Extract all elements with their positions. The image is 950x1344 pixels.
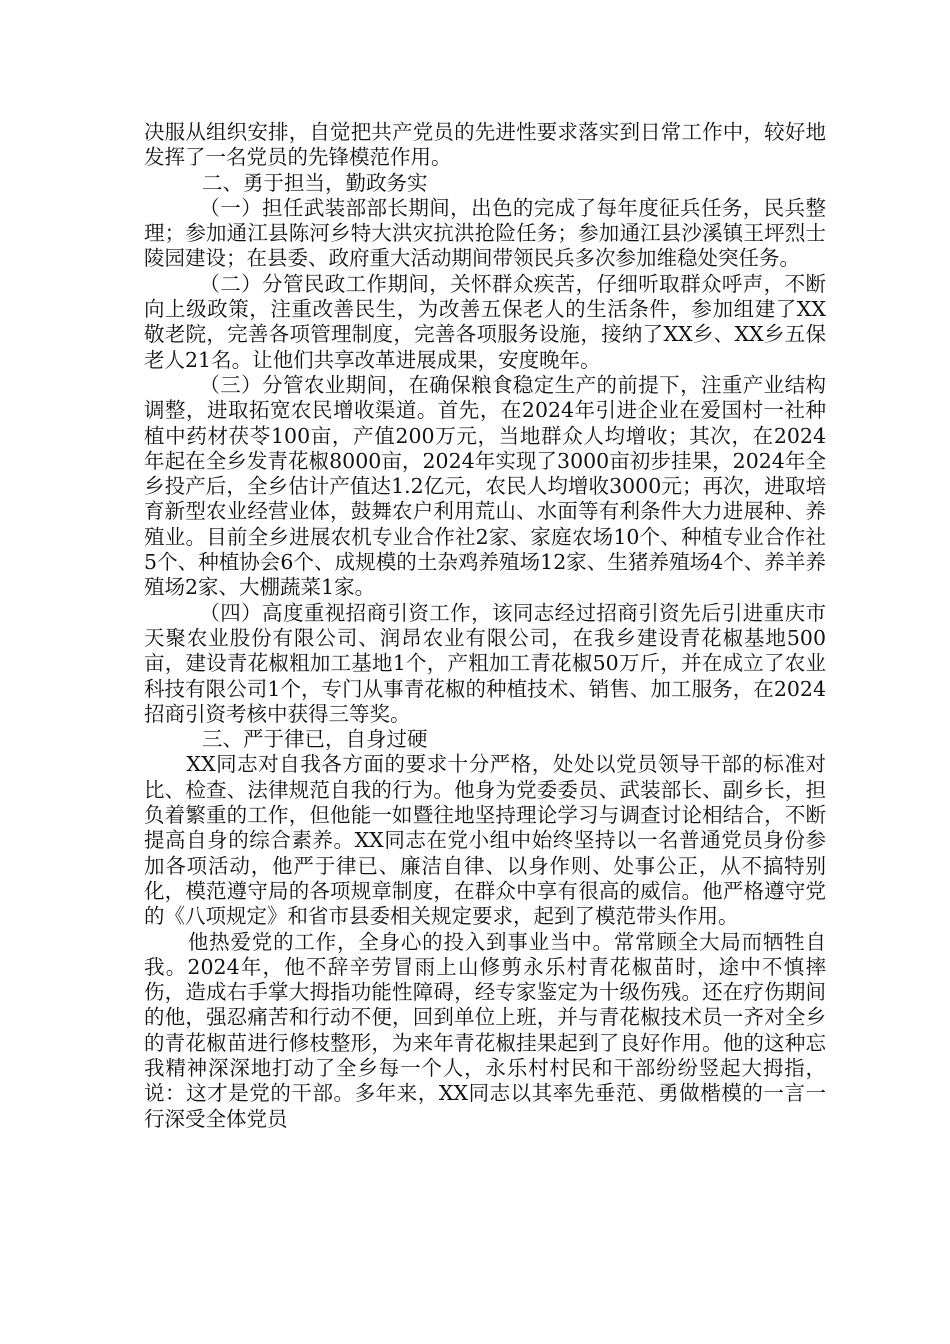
paragraph-dedication: 他热爱党的工作，全身心的投入到事业当中。常常顾全大局而牺牲自我。2024年，他不辞辛劳冒雨上山修剪永乐村青花椒苗时，途中不慎摔伤，造成右手掌大拇指功能性障碍，经专家鉴定为十级伤残。还在疗伤期间的他，强忍痛苦和行动不便，回到单位上班，并与青花椒技术员一齐对全乡的青花椒苗进行修枝整形，为来年青花椒挂果起到了良好作用。他的这种忘我精神深深地打动了全乡每一个人，永乐村村民和干部纷纷竖起大拇指，说：这才是党的干部。多年来，XX同志以其率先垂范、勇做楷模的一言一行深受全体党员 bbox=[144, 929, 826, 1131]
paragraph-agriculture: （三）分管农业期间，在确保粮食稳定生产的前提下，注重产业结构调整，进取拓宽农民增收渠道。首先，在2024年引进企业在爱国村一社种植中药材茯苓100亩，产值200万元，当地群众人均增收；其次，在2024年起在全乡发青花椒8000亩，2024年实现了3000亩初步挂果，2024年全乡投产后，全乡估计产值达1.2亿元，农民人均增收3000元；再次，进取培育新型农业经营业体，鼓舞农户利用荒山、水面等有利条件大力进展种、养殖业。目前全乡进展农机专业合作社2家、家庭农场10个、种植专业合作社5个、种植协会6个、成规模的土杂鸡养殖场12家、生猪养殖场4个、养羊养殖场2家、大棚蔬菜1家。 bbox=[144, 372, 826, 600]
document-page bbox=[144, 120, 826, 1132]
paragraph-investment: （四）高度重视招商引资工作，该同志经过招商引资先后引进重庆市天聚农业股份有限公司、润昂农业有限公司，在我乡建设青花椒基地500亩，建设青花椒粗加工基地1个，产粗加工青花椒50万斤，并在成立了农业科技有限公司1个，专门从事青花椒的种植技术、销售、加工服务，在2024招商引资考核中获得三等奖。 bbox=[144, 600, 826, 726]
paragraph-civil-affairs: （二）分管民政工作期间，关怀群众疾苦，仔细听取群众呼声，不断向上级政策，注重改善民生，为改善五保老人的生活条件，参加组建了XX敬老院，完善各项管理制度，完善各项服务设施，接纳了XX乡、XX乡五保老人21名。让他们共享改革进展成果，安度晚年。 bbox=[144, 271, 826, 372]
section-heading-3: 三、严于律已，自身过硬 bbox=[202, 727, 428, 752]
section-heading-2: 二、勇于担当，勤政务实 bbox=[202, 170, 428, 195]
paragraph-armed-forces: （一）担任武装部部长期间，出色的完成了每年度征兵任务，民兵整理；参加通江县陈河乡特大洪灾抗洪抢险任务；参加通江县沙溪镇王坪烈士陵园建设；在县委、政府重大活动期间带领民兵多次参加维稳处突任务。 bbox=[144, 195, 826, 271]
paragraph-self-discipline: XX同志对自我各方面的要求十分严格，处处以党员领导干部的标准对比、检查、法律规范自我的行为。他身为党委委员、武装部长、副乡长，担负着繁重的工作，但他能一如暨往地坚持理论学习与调查讨论相结合，不断提高自身的综合素养。XX同志在党小组中始终坚持以一名普通党员身份参加各项活动，他严于律已、廉洁自律、以身作则、处事公正，从不搞特别化，模范遵守局的各项规章制度，在群众中享有很高的威信。他严格遵守党的《八项规定》和省市县委相关规定要求，起到了模范带头作用。 bbox=[144, 752, 826, 929]
paragraph-party-duty: 决服从组织安排，自觉把共产党员的先进性要求落实到日常工作中，较好地发挥了一名党员的先锋模范作用。 bbox=[144, 120, 826, 170]
